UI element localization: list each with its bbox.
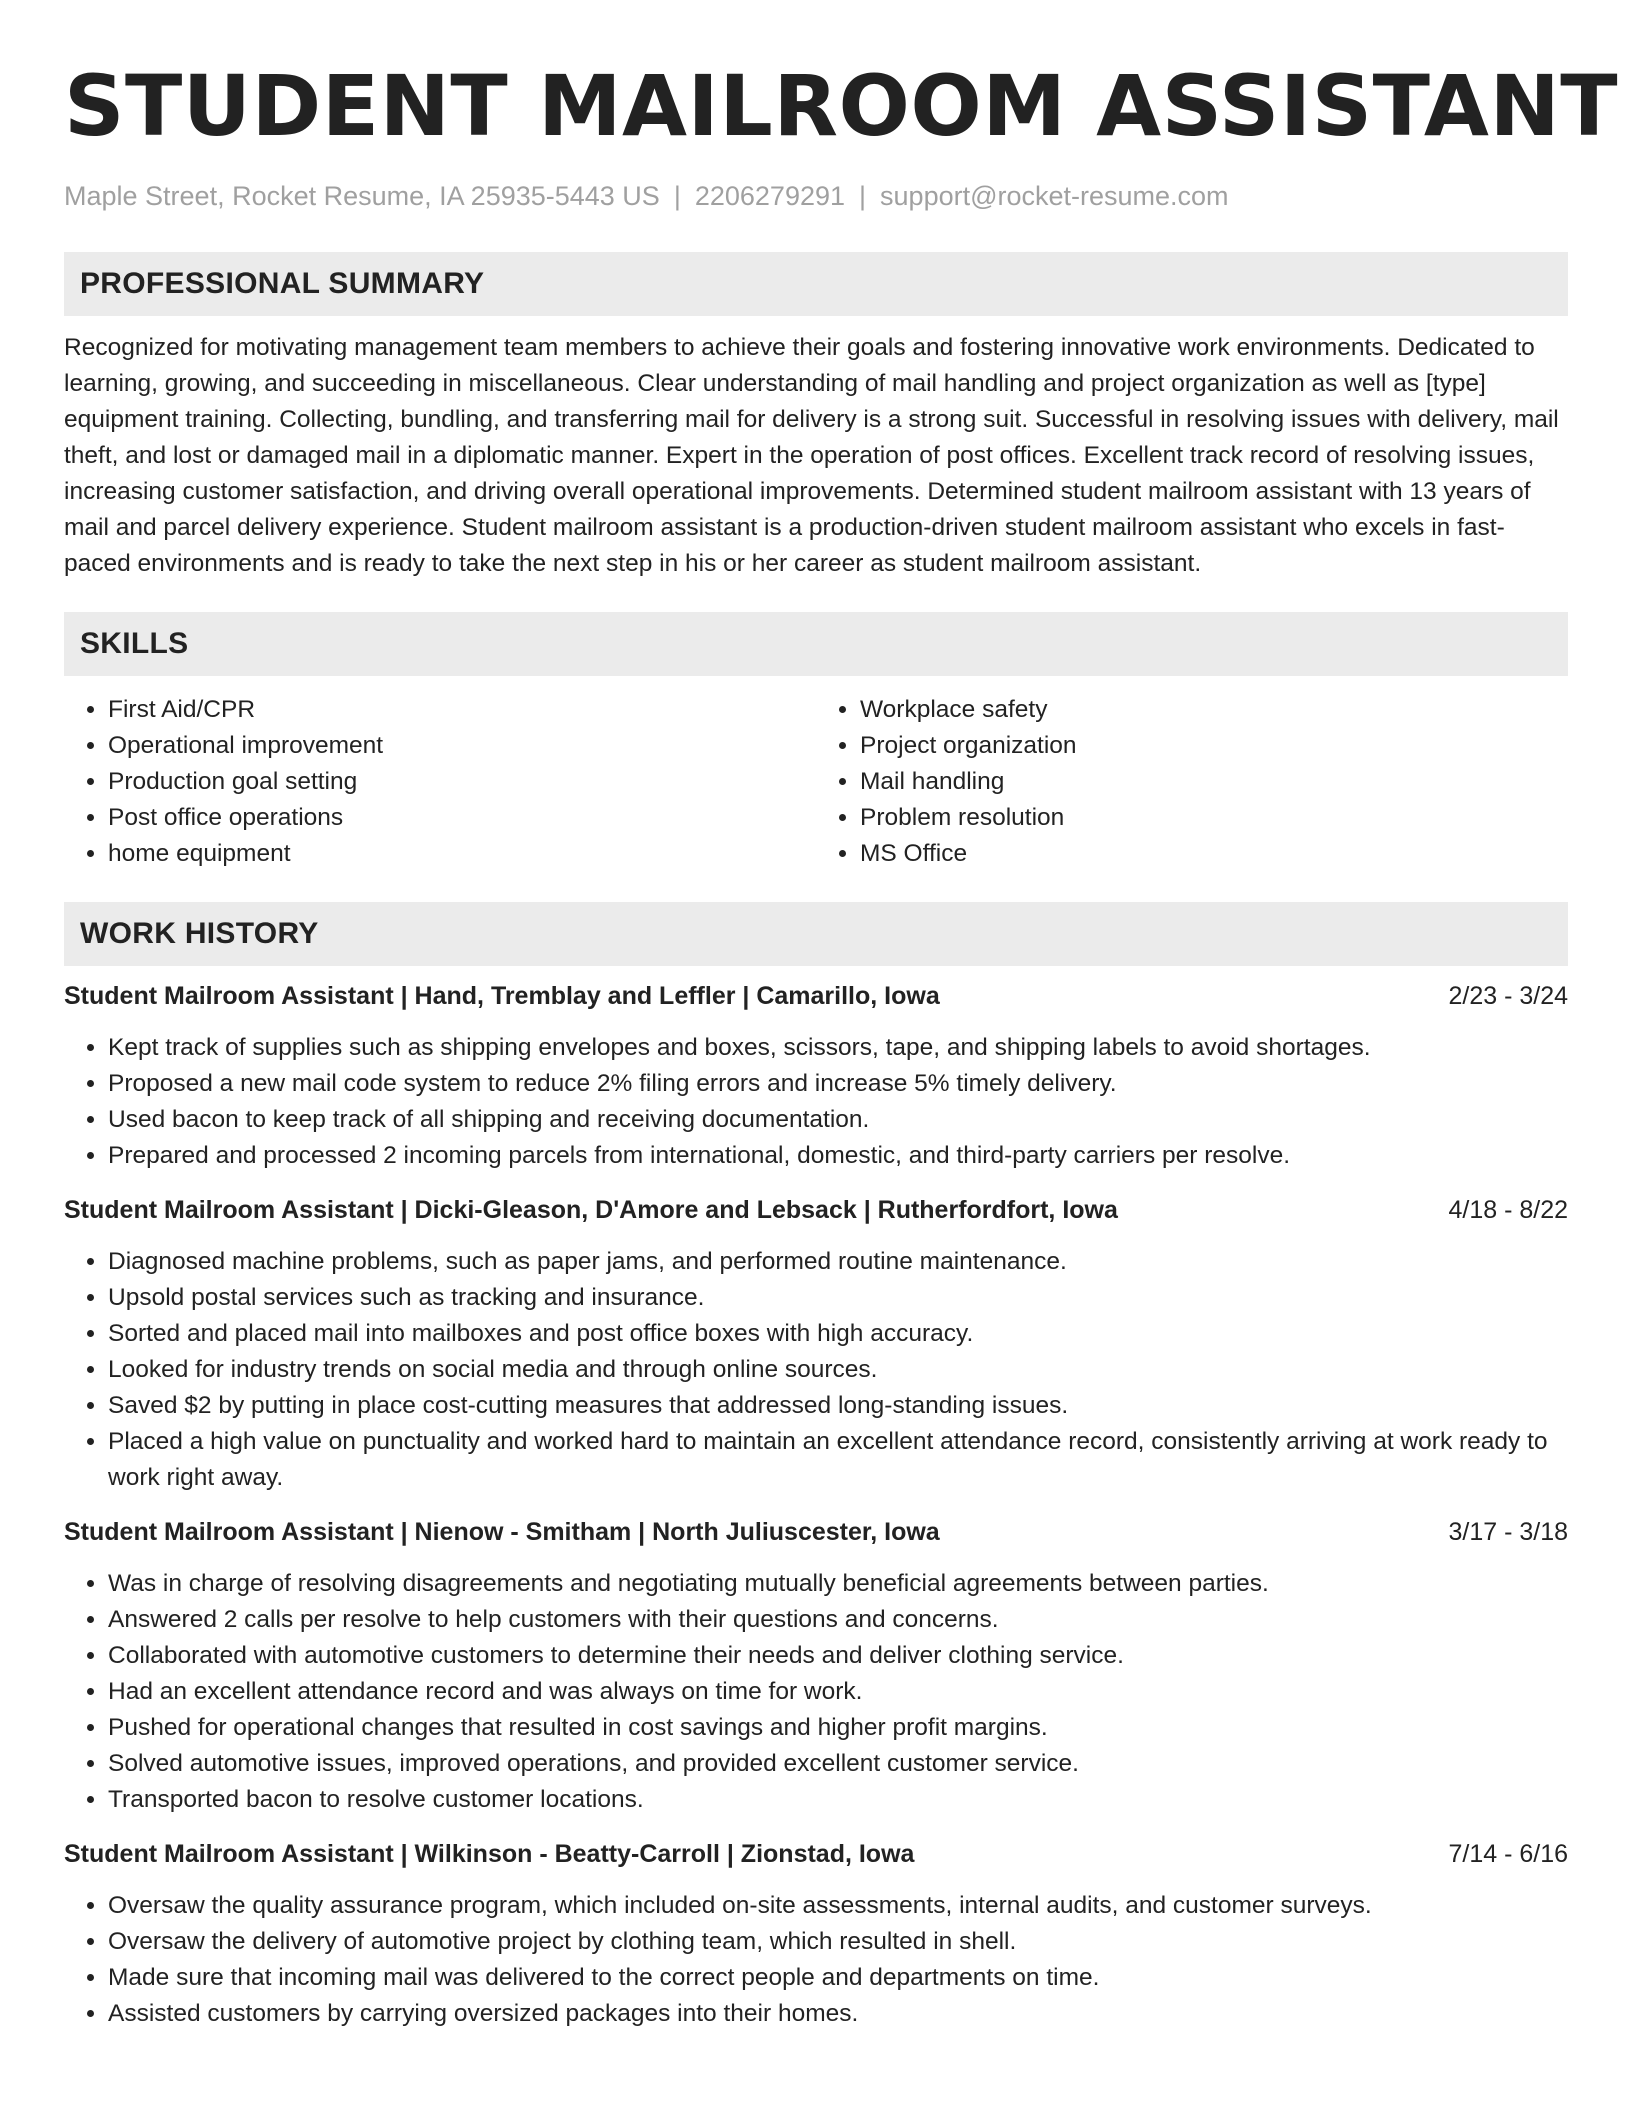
skill-item: • home equipment bbox=[108, 836, 816, 872]
skill-item: • MS Office bbox=[860, 836, 1568, 872]
contact-phone: 2206279291 bbox=[694, 181, 846, 211]
skill-item: • Mail handling bbox=[860, 764, 1568, 800]
job-entry bbox=[64, 1514, 1568, 1818]
skills-section bbox=[64, 612, 1568, 872]
job-bullets bbox=[64, 1566, 1568, 1818]
job-bullet: • Had an excellent attendance record and was always on time for work. bbox=[108, 1674, 1568, 1710]
skills-list-left bbox=[64, 692, 816, 872]
job-bullet: • Proposed a new mail code system to reduce 2% filing errors and increase 5% timely delivery. bbox=[108, 1066, 1568, 1102]
job-bullet: • Solved automotive issues, improved operations, and provided excellent customer service. bbox=[108, 1746, 1568, 1782]
skill-item: • Project organization bbox=[860, 728, 1568, 764]
job-bullet: • Was in charge of resolving disagreements and negotiating mutually beneficial agreements between parties. bbox=[108, 1566, 1568, 1602]
contact-separator: | bbox=[859, 181, 867, 211]
summary-section bbox=[64, 252, 1568, 582]
job-bullet: • Saved $2 by putting in place cost-cutting measures that addressed long-standing issues. bbox=[108, 1388, 1568, 1424]
job-header bbox=[64, 1836, 1568, 1872]
job-bullet: • Prepared and processed 2 incoming parcels from international, domestic, and third-party carriers per resolve. bbox=[108, 1138, 1568, 1174]
job-bullet: • Assisted customers by carrying oversized packages into their homes. bbox=[108, 1996, 1568, 2032]
job-bullet: • Collaborated with automotive customers to determine their needs and deliver clothing service. bbox=[108, 1638, 1568, 1674]
job-bullet: • Made sure that incoming mail was delivered to the correct people and departments on time. bbox=[108, 1960, 1568, 1996]
job-dates: 2/23 - 3/24 bbox=[1448, 982, 1568, 1010]
job-title: Student Mailroom Assistant | Hand, Tremblay and Leffler | Camarillo, Iowa bbox=[64, 982, 940, 1010]
work-history-heading: WORK HISTORY bbox=[64, 902, 1568, 966]
job-bullet: • Used bacon to keep track of all shipping and receiving documentation. bbox=[108, 1102, 1568, 1138]
job-title: Student Mailroom Assistant | Wilkinson - Beatty-Carroll | Zionstad, Iowa bbox=[64, 1840, 915, 1868]
job-bullet: • Diagnosed machine problems, such as paper jams, and performed routine maintenance. bbox=[108, 1244, 1568, 1280]
job-bullet: • Oversaw the delivery of automotive project by clothing team, which resulted in shell. bbox=[108, 1924, 1568, 1960]
summary-heading: PROFESSIONAL SUMMARY bbox=[64, 252, 1568, 316]
job-bullet: • Transported bacon to resolve customer locations. bbox=[108, 1782, 1568, 1818]
skill-item: • Problem resolution bbox=[860, 800, 1568, 836]
job-bullets bbox=[64, 1888, 1568, 2032]
job-header bbox=[64, 1514, 1568, 1550]
job-dates: 3/17 - 3/18 bbox=[1448, 1518, 1568, 1546]
job-bullet: • Answered 2 calls per resolve to help customers with their questions and concerns. bbox=[108, 1602, 1568, 1638]
job-dates: 4/18 - 8/22 bbox=[1448, 1196, 1568, 1224]
contact-line bbox=[64, 178, 1568, 214]
job-bullet: • Oversaw the quality assurance program, which included on-site assessments, internal audits, and customer surveys. bbox=[108, 1888, 1568, 1924]
contact-separator: | bbox=[673, 181, 681, 211]
job-dates: 7/14 - 6/16 bbox=[1448, 1840, 1568, 1868]
job-title: Student Mailroom Assistant | Nienow - Smitham | North Juliuscester, Iowa bbox=[64, 1518, 940, 1546]
job-header bbox=[64, 978, 1568, 1014]
job-bullets bbox=[64, 1244, 1568, 1496]
summary-text: Recognized for motivating management team members to achieve their goals and fostering innovative work environments. Dedicated to learning, growing, and succeeding in miscellaneous. Clear understanding of mail handling and project organization as well as [type] equipment training. Collecting, bundling, and transferring mail for delivery is a strong suit. Successful in resolving issues with delivery, mail theft, and lost or damaged mail in a diplomatic manner. Expert in the operation of post offices. Excellent track record of resolving issues, increasing customer satisfaction, and driving overall operational improvements. Determined student mailroom assistant with 13 years of mail and parcel delivery experience. Student mailroom assistant is a production-driven student mailroom assistant who excels in fast-paced environments and is ready to take the next step in his or her career as student mailroom assistant. bbox=[64, 334, 1559, 577]
candidate-name: STUDENT MAILROOM ASSISTANT bbox=[64, 57, 1619, 155]
contact-email: support@rocket-resume.com bbox=[880, 181, 1229, 211]
job-bullet: • Pushed for operational changes that resulted in cost savings and higher profit margins. bbox=[108, 1710, 1568, 1746]
skill-item: • Workplace safety bbox=[860, 692, 1568, 728]
skill-item: • Post office operations bbox=[108, 800, 816, 836]
job-bullet: • Placed a high value on punctuality and worked hard to maintain an excellent attendance record, consistently arriving at work ready to work right away. bbox=[108, 1424, 1568, 1496]
contact-address: Maple Street, Rocket Resume, IA 25935-5443 US bbox=[64, 181, 660, 211]
job-title: Student Mailroom Assistant | Dicki-Gleason, D'Amore and Lebsack | Rutherfordfort, Iowa bbox=[64, 1196, 1118, 1224]
skill-item: • Production goal setting bbox=[108, 764, 816, 800]
job-entry bbox=[64, 978, 1568, 1174]
job-bullet: • Looked for industry trends on social media and through online sources. bbox=[108, 1352, 1568, 1388]
job-bullet: • Kept track of supplies such as shipping envelopes and boxes, scissors, tape, and shipping labels to avoid shortages. bbox=[108, 1030, 1568, 1066]
skills-list-right bbox=[816, 692, 1568, 872]
job-entry bbox=[64, 1192, 1568, 1496]
skill-item: • First Aid/CPR bbox=[108, 692, 816, 728]
job-header bbox=[64, 1192, 1568, 1228]
work-history-section bbox=[64, 902, 1568, 2032]
job-entry bbox=[64, 1836, 1568, 2032]
skill-item: • Operational improvement bbox=[108, 728, 816, 764]
job-bullets bbox=[64, 1030, 1568, 1174]
skills-heading: SKILLS bbox=[64, 612, 1568, 676]
job-bullet: • Upsold postal services such as tracking and insurance. bbox=[108, 1280, 1568, 1316]
skills-columns bbox=[64, 692, 1568, 872]
job-bullet: • Sorted and placed mail into mailboxes and post office boxes with high accuracy. bbox=[108, 1316, 1568, 1352]
